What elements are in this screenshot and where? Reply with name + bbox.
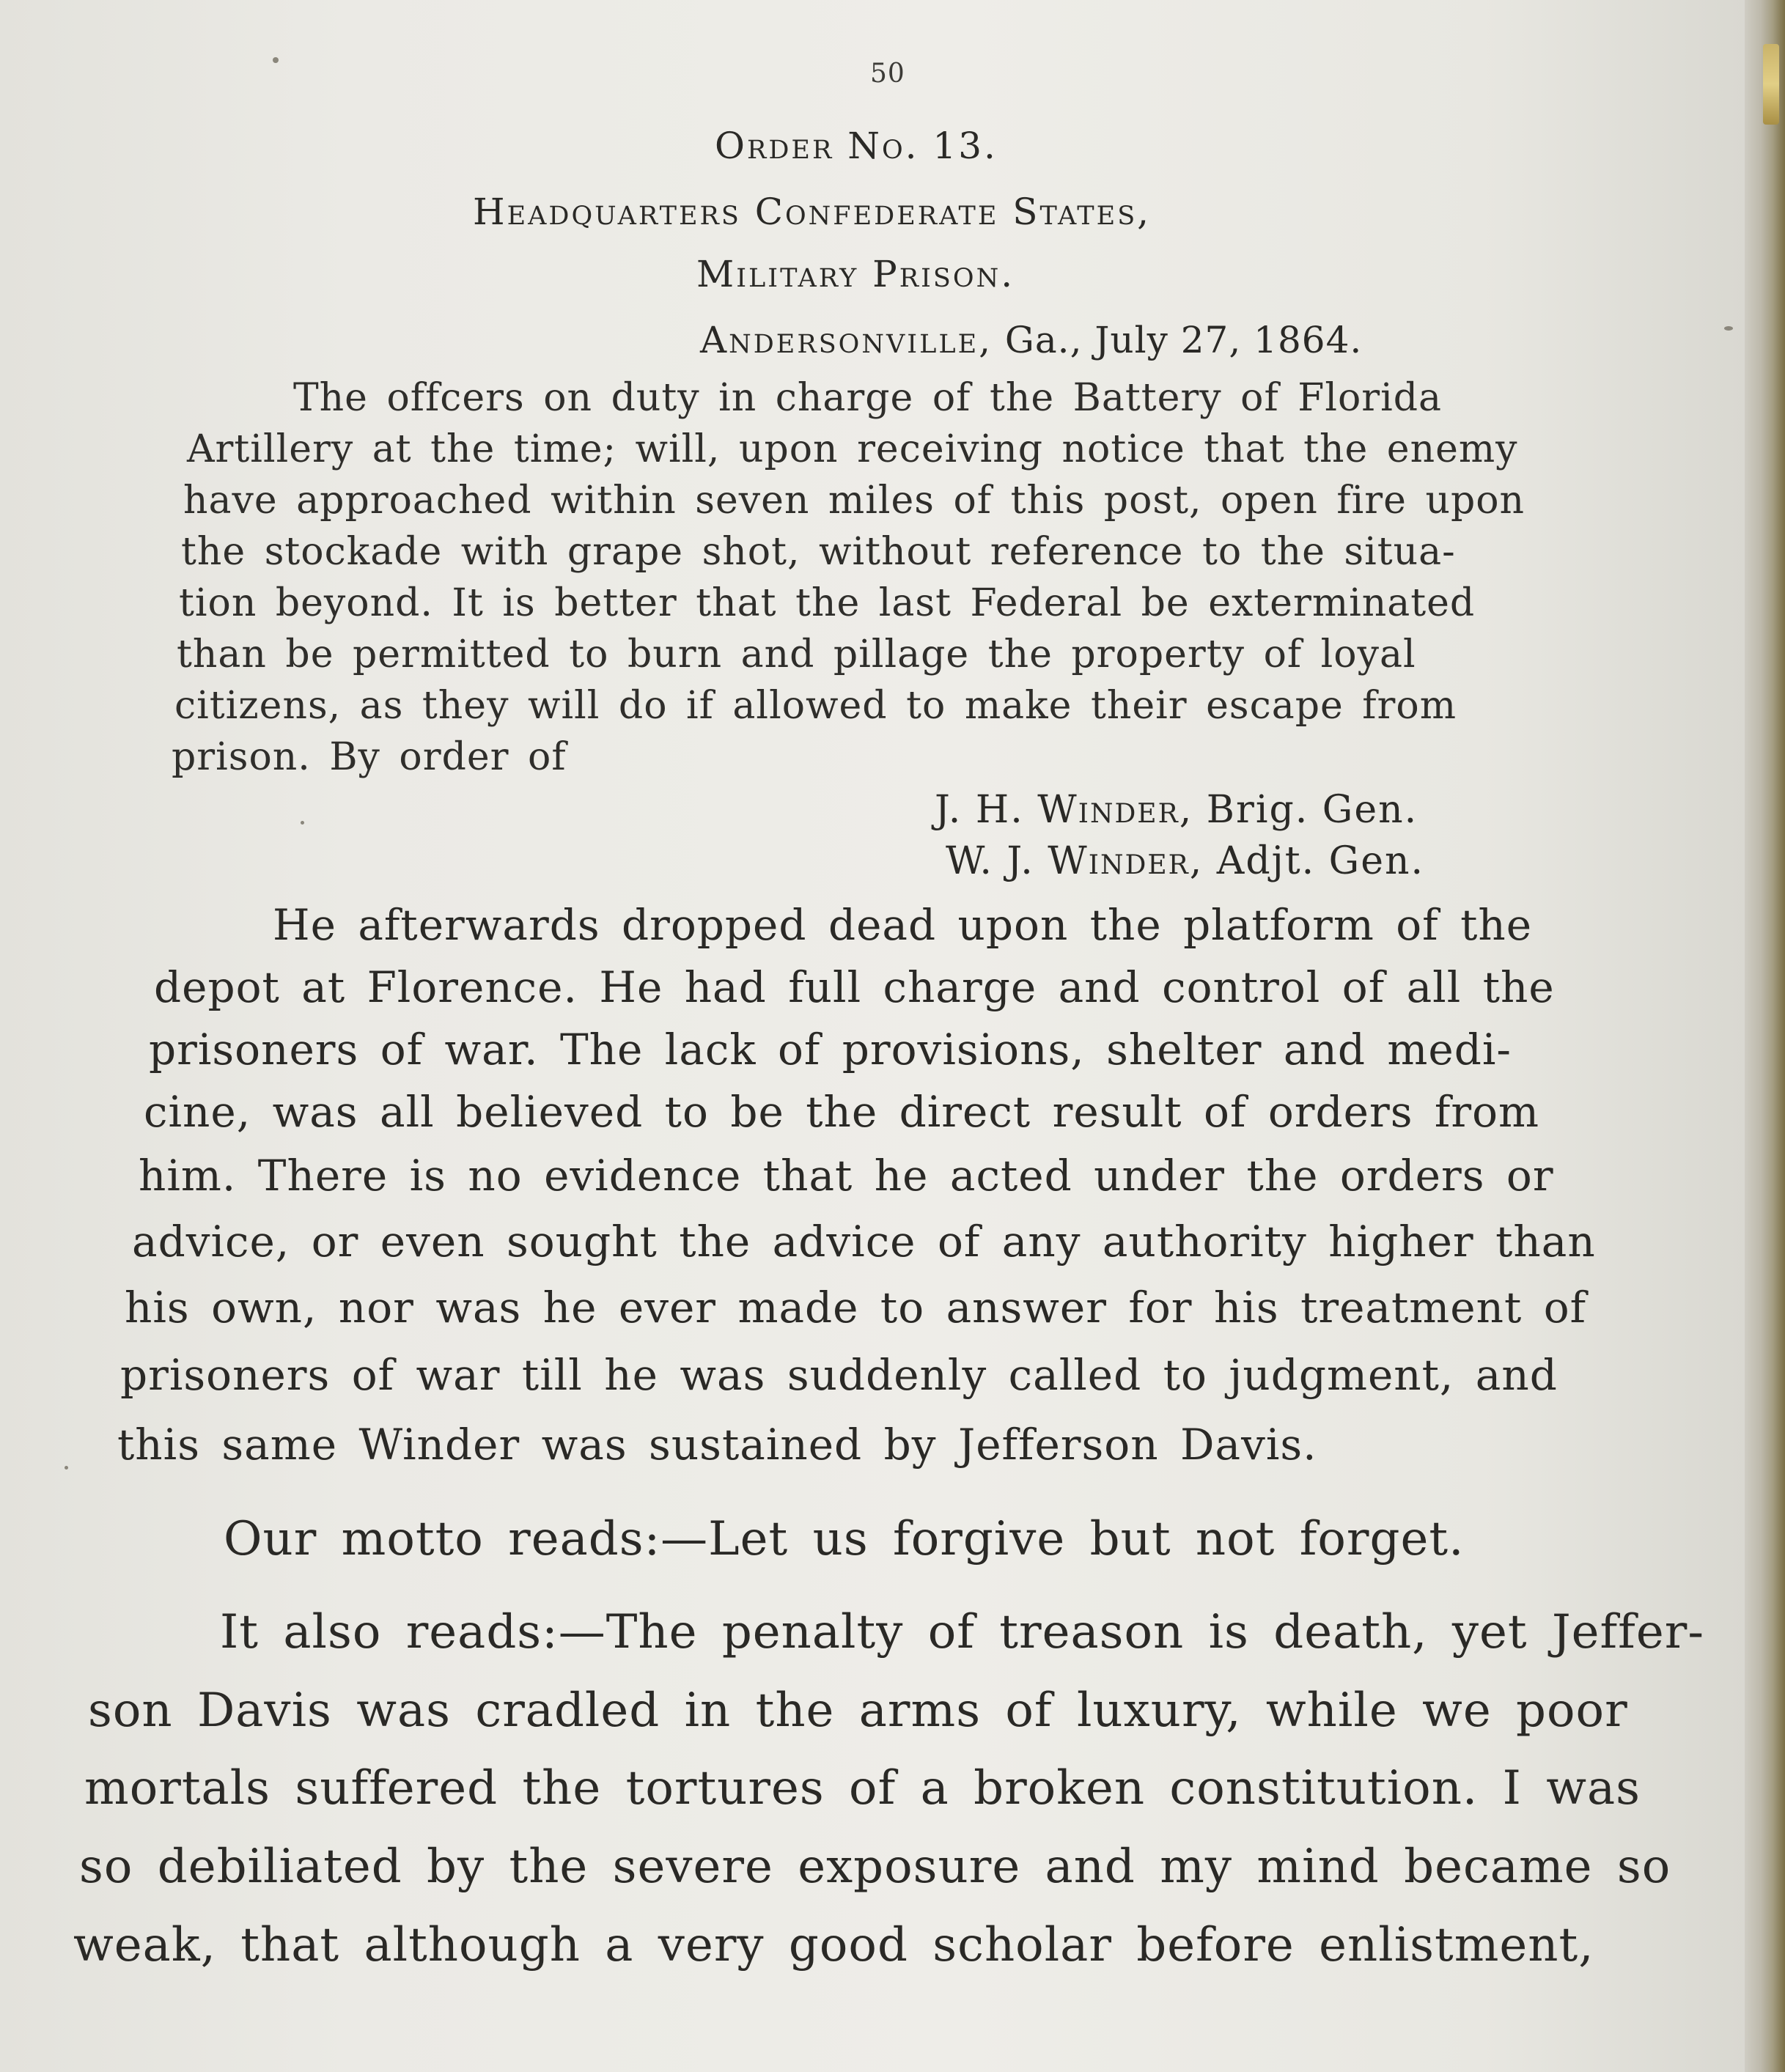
order-headquarters: Headquarters Confederate States, — [473, 191, 1152, 233]
closing-text-line: mortals suffered the tortures of a broken constitution. I was — [84, 1761, 1641, 1815]
body-text-line: prisoners of war till he was suddenly called to judgment, and — [120, 1350, 1558, 1400]
paper-speck — [301, 821, 304, 825]
body-text-line: cine, was all believed to be the direct result of orders from — [144, 1087, 1540, 1137]
signature-brig-gen — [935, 788, 1418, 832]
gilded-page-edge — [1763, 44, 1779, 125]
order-date: Ga., July 27, 1864. — [993, 319, 1363, 361]
closing-text-line: son Davis was cradled in the arms of luxury, while we poor — [88, 1684, 1628, 1738]
order-prison: Military Prison. — [696, 253, 1015, 295]
order-place: Andersonville, — [700, 319, 993, 361]
motto-line: Our motto reads:—Let us forgive but not forget. — [224, 1512, 1465, 1566]
page-number: 50 — [870, 59, 905, 89]
body-text-line: him. There is no evidence that he acted under the orders or — [139, 1151, 1554, 1201]
book-page-edge — [1745, 0, 1785, 2072]
order-title: Order No. 13. — [715, 125, 998, 167]
body-text-line: prisoners of war. The lack of provisions, shelter and medi- — [149, 1025, 1512, 1074]
signature-title: Brig. Gen. — [1193, 788, 1418, 832]
signature-name: W. J. Winder, — [946, 839, 1204, 883]
body-text-line: He afterwards dropped dead upon the platform of the — [273, 900, 1533, 950]
paper-speck — [273, 57, 279, 63]
body-text-line: this same Winder was sustained by Jefferson Davis. — [117, 1420, 1317, 1470]
order-text-line: tion beyond. It is better that the last Federal be exterminated — [179, 581, 1476, 625]
closing-text-line: It also reads:—The penalty of treason is death, yet Jeffer- — [220, 1605, 1704, 1659]
order-text-line: citizens, as they will do if allowed to make their escape from — [174, 684, 1457, 728]
closing-text-line: weak, that although a very good scholar before enlistment, — [73, 1918, 1594, 1972]
order-text-line: Artillery at the time; will, upon receiving notice that the enemy — [187, 427, 1518, 471]
order-text-line: The offcers on duty in charge of the Battery of Florida — [293, 376, 1443, 420]
order-text-line: prison. By order of — [172, 735, 567, 779]
body-text-line: advice, or even sought the advice of any authority higher than — [132, 1217, 1596, 1267]
order-place-date — [700, 319, 1362, 361]
paper-speck — [1724, 326, 1733, 331]
closing-text-line: so debiliated by the severe exposure and my mind became so — [79, 1840, 1671, 1894]
order-text-line: have approached within seven miles of this post, open fire upon — [183, 479, 1525, 523]
signature-adjt-gen — [946, 839, 1424, 883]
order-text-line: the stockade with grape shot, without reference to the situa- — [181, 530, 1456, 574]
body-text-line: depot at Florence. He had full charge and control of all the — [154, 962, 1555, 1012]
signature-name: J. H. Winder, — [935, 788, 1193, 832]
signature-title: Adjt. Gen. — [1203, 839, 1425, 883]
body-text-line: his own, nor was he ever made to answer for his treatment of — [125, 1283, 1587, 1332]
order-text-line: than be permitted to burn and pillage the property of loyal — [177, 633, 1416, 676]
paper-speck — [65, 1466, 68, 1470]
